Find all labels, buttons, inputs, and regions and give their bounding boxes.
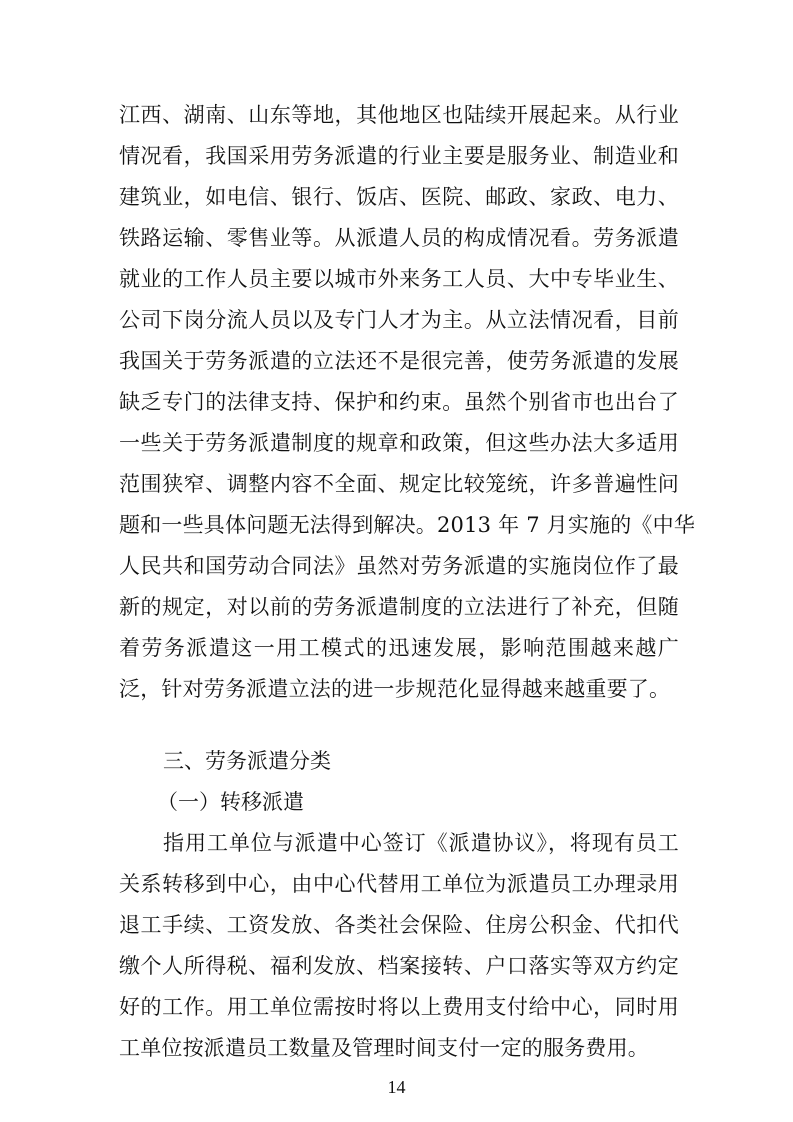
paragraph-line: 缴个人所得税、福利发放、档案接转、户口落实等双方约定 bbox=[119, 954, 679, 978]
paragraph-line: 缺乏专门的法律支持、保护和约束。虽然个别省市也出台了 bbox=[119, 390, 679, 414]
paragraph-line: 好的工作。用工单位需按时将以上费用支付给中心，同时用 bbox=[119, 995, 679, 1019]
paragraph-line: 范围狭窄、调整内容不全面、规定比较笼统，许多普遍性问 bbox=[119, 472, 679, 496]
paragraph-line: 铁路运输、零售业等。从派遣人员的构成情况看。劳务派遣 bbox=[119, 226, 679, 250]
paragraph-line: 人民共和国劳动合同法》虽然对劳务派遣的实施岗位作了最 bbox=[119, 554, 679, 578]
paragraph-line: 就业的工作人员主要以城市外来务工人员、大中专毕业生、 bbox=[119, 267, 679, 291]
paragraph-line: 我国关于劳务派遣的立法还不是很完善，使劳务派遣的发展 bbox=[119, 349, 679, 373]
subsection-heading: （一）转移派遣 bbox=[157, 790, 304, 814]
paragraph-line: 着劳务派遣这一用工模式的迅速发展，影响范围越来越广 bbox=[119, 636, 679, 660]
paragraph-line: 退工手续、工资发放、各类社会保险、住房公积金、代扣代 bbox=[119, 913, 679, 937]
paragraph-line: 建筑业，如电信、银行、饭店、医院、邮政、家政、电力、 bbox=[119, 185, 679, 209]
section-heading: 三、劳务派遣分类 bbox=[163, 749, 331, 773]
paragraph-line: 江西、湖南、山东等地，其他地区也陆续开展起来。从行业 bbox=[119, 103, 679, 127]
paragraph-line: 一些关于劳务派遣制度的规章和政策，但这些办法大多适用 bbox=[119, 431, 679, 455]
paragraph-line: 题和一些具体问题无法得到解决。2013 年 7 月实施的《中华 bbox=[119, 513, 696, 537]
paragraph-line: 公司下岗分流人员以及专门人才为主。从立法情况看，目前 bbox=[119, 308, 679, 332]
paragraph-line: 指用工单位与派遣中心签订《派遣协议》，将现有员工 bbox=[163, 831, 679, 855]
paragraph-line: 工单位按派遣员工数量及管理时间支付一定的服务费用。 bbox=[119, 1036, 649, 1060]
paragraph-line: 关系转移到中心，由中心代替用工单位为派遣员工办理录用 bbox=[119, 872, 679, 896]
paragraph-line: 新的规定，对以前的劳务派遣制度的立法进行了补充，但随 bbox=[119, 595, 679, 619]
paragraph-line: 泛，针对劳务派遣立法的进一步规范化显得越来越重要了。 bbox=[119, 677, 671, 701]
page-number: 14 bbox=[387, 1077, 406, 1097]
paragraph-line: 情况看，我国采用劳务派遣的行业主要是服务业、制造业和 bbox=[119, 144, 679, 168]
